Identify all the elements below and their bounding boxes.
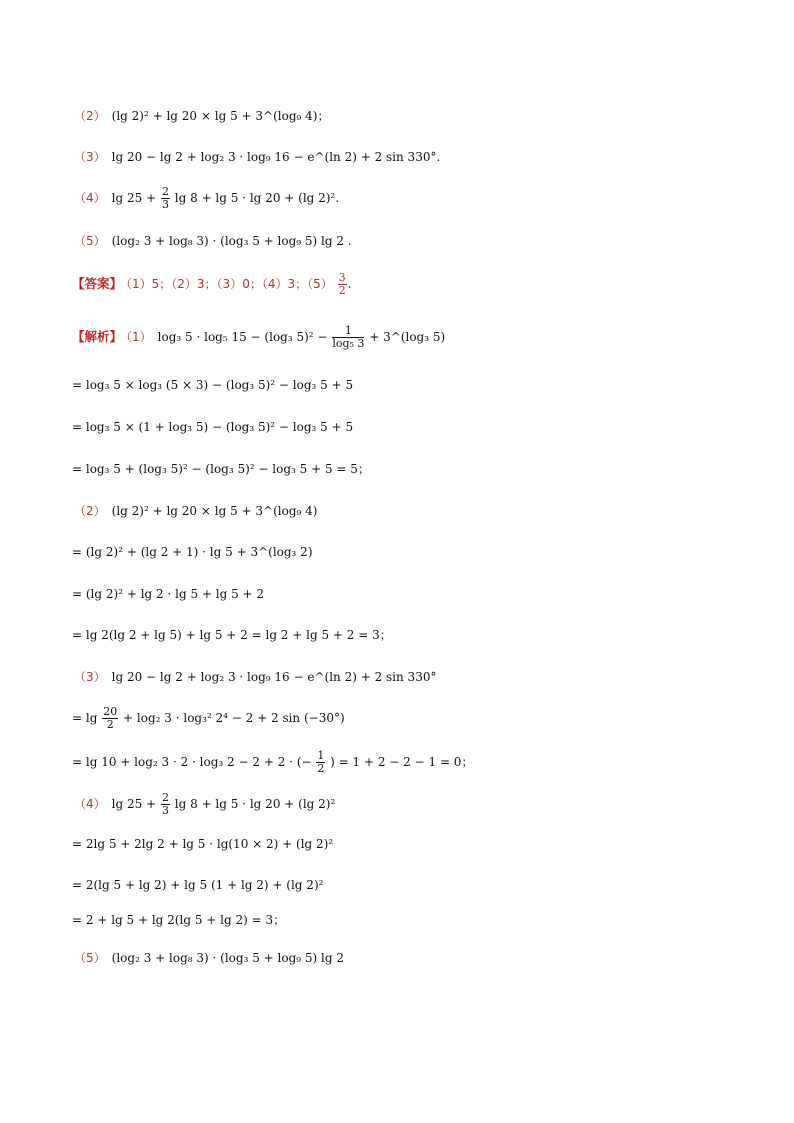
fraction-numerator: 1 bbox=[332, 325, 364, 338]
fraction-denominator: log₅ 3 bbox=[332, 337, 365, 350]
analysis-3-expr: lg 20 − lg 2 + log₂ 3 · log₉ 16 − e^(ln 2) + 2 sin 330° bbox=[111, 670, 437, 684]
fraction-denominator: 3 bbox=[161, 804, 169, 817]
fraction-numerator: 3 bbox=[338, 271, 346, 284]
problem-3 bbox=[74, 149, 440, 165]
fraction-numerator: 2 bbox=[161, 185, 169, 198]
step-line: = lg 2(lg 2 + lg 5) + lg 5 + 2 = lg 2 + lg 5 + 2 = 3； bbox=[72, 628, 392, 642]
analysis-1-expr-a: log₃ 5 · log₅ 15 − (log₃ 5)² − bbox=[157, 330, 328, 344]
analysis-2-expr: (lg 2)² + lg 20 × lg 5 + 3^(log₉ 4) bbox=[111, 504, 318, 518]
analysis-3 bbox=[74, 669, 436, 685]
fraction-numerator: 2 bbox=[161, 791, 169, 804]
answer-line bbox=[72, 272, 351, 297]
step-line-3b bbox=[72, 750, 473, 775]
answer-end: . bbox=[347, 277, 352, 291]
analysis-4-expr-b: lg 8 + lg 5 · lg 20 + (lg 2)² bbox=[174, 797, 336, 811]
analysis-4-expr-a: lg 25 + bbox=[111, 797, 157, 811]
problem-3-label: （3） bbox=[74, 150, 106, 164]
fraction-numerator: 1 bbox=[317, 749, 325, 762]
problem-2 bbox=[74, 108, 329, 124]
analysis-1-label: （1） bbox=[126, 330, 152, 344]
step-3a-part-b: + log₂ 3 · log₃² 2⁴ − 2 + 2 sin (−30°) bbox=[123, 711, 345, 725]
problem-5 bbox=[74, 233, 352, 249]
problem-2-label: （2） bbox=[74, 109, 106, 123]
analysis-header bbox=[72, 325, 445, 350]
analysis-2 bbox=[74, 503, 317, 519]
step-3a-fraction bbox=[102, 706, 118, 731]
problem-4 bbox=[74, 186, 339, 211]
analysis-3-label: （3） bbox=[74, 670, 106, 684]
step-3a-part-a: = lg bbox=[72, 711, 98, 725]
fraction-denominator: 2 bbox=[106, 718, 114, 731]
step-line: = log₃ 5 + (log₃ 5)² − (log₃ 5)² − log₃ 5 + 5 = 5； bbox=[72, 462, 370, 476]
analysis-4-fraction bbox=[161, 792, 170, 817]
analysis-1-expr-b: + 3^(log₃ 5) bbox=[369, 330, 446, 344]
problem-3-expr: lg 20 − lg 2 + log₂ 3 · log₉ 16 − e^(ln 2) + 2 sin 330°. bbox=[111, 150, 441, 164]
problem-5-label: （5） bbox=[74, 234, 106, 248]
problem-4-expr-b: lg 8 + lg 5 · lg 20 + (lg 2)². bbox=[174, 191, 340, 205]
fraction-denominator: 2 bbox=[338, 284, 346, 297]
analysis-4-label: （4） bbox=[74, 797, 106, 811]
fraction-denominator: 2 bbox=[317, 762, 325, 775]
analysis-4 bbox=[74, 792, 335, 817]
step-3b-part-b: ) = 1 + 2 − 2 − 1 = 0； bbox=[330, 755, 474, 769]
problem-2-expr: (lg 2)² + lg 20 × lg 5 + 3^(log₉ 4)； bbox=[111, 109, 330, 123]
fraction-numerator: 20 bbox=[103, 705, 118, 718]
fraction-denominator: 3 bbox=[161, 198, 169, 211]
analysis-5-label: （5） bbox=[74, 951, 106, 965]
step-line: = (lg 2)² + (lg 2 + 1) · lg 5 + 3^(log₃ 2) bbox=[72, 545, 313, 559]
step-line: = 2 + lg 5 + lg 2(lg 5 + lg 2) = 3； bbox=[72, 913, 286, 927]
step-line-3a bbox=[72, 706, 345, 731]
step-line: = 2(lg 5 + lg 2) + lg 5 (1 + lg 2) + (lg 2)² bbox=[72, 878, 324, 892]
answer-fraction bbox=[338, 272, 347, 297]
problem-4-fraction bbox=[161, 186, 170, 211]
problem-5-expr: (log₂ 3 + log₈ 3) · (log₃ 5 + log₉ 5) lg 2 . bbox=[111, 234, 352, 248]
step-line: = (lg 2)² + lg 2 · lg 5 + lg 5 + 2 bbox=[72, 587, 265, 601]
step-line: = 2lg 5 + 2lg 2 + lg 5 · lg(10 × 2) + (lg 2)² bbox=[72, 837, 334, 851]
analysis-1-fraction bbox=[332, 325, 364, 350]
analysis-5-expr: (log₂ 3 + log₈ 3) · (log₃ 5 + log₉ 5) lg 2 bbox=[111, 951, 344, 965]
answer-tag: 【答案】 bbox=[72, 276, 123, 291]
problem-4-expr-a: lg 25 + bbox=[111, 191, 157, 205]
step-3b-fraction bbox=[316, 750, 325, 775]
step-line: = log₃ 5 × log₃ (5 × 3) − (log₃ 5)² − log₃ 5 + 5 bbox=[72, 378, 354, 392]
step-line: = log₃ 5 × (1 + log₃ 5) − (log₃ 5)² − log₃ 5 + 5 bbox=[72, 420, 354, 434]
problem-4-label: （4） bbox=[74, 191, 106, 205]
analysis-tag: 【解析】 bbox=[72, 329, 123, 344]
answer-text: （1）5；（2）3；（3）0；（4）3；（5） bbox=[126, 277, 333, 291]
step-3b-part-a: = lg 10 + log₂ 3 · 2 · log₃ 2 − 2 + 2 · (− bbox=[72, 755, 312, 769]
analysis-2-label: （2） bbox=[74, 504, 106, 518]
analysis-5 bbox=[74, 950, 344, 966]
